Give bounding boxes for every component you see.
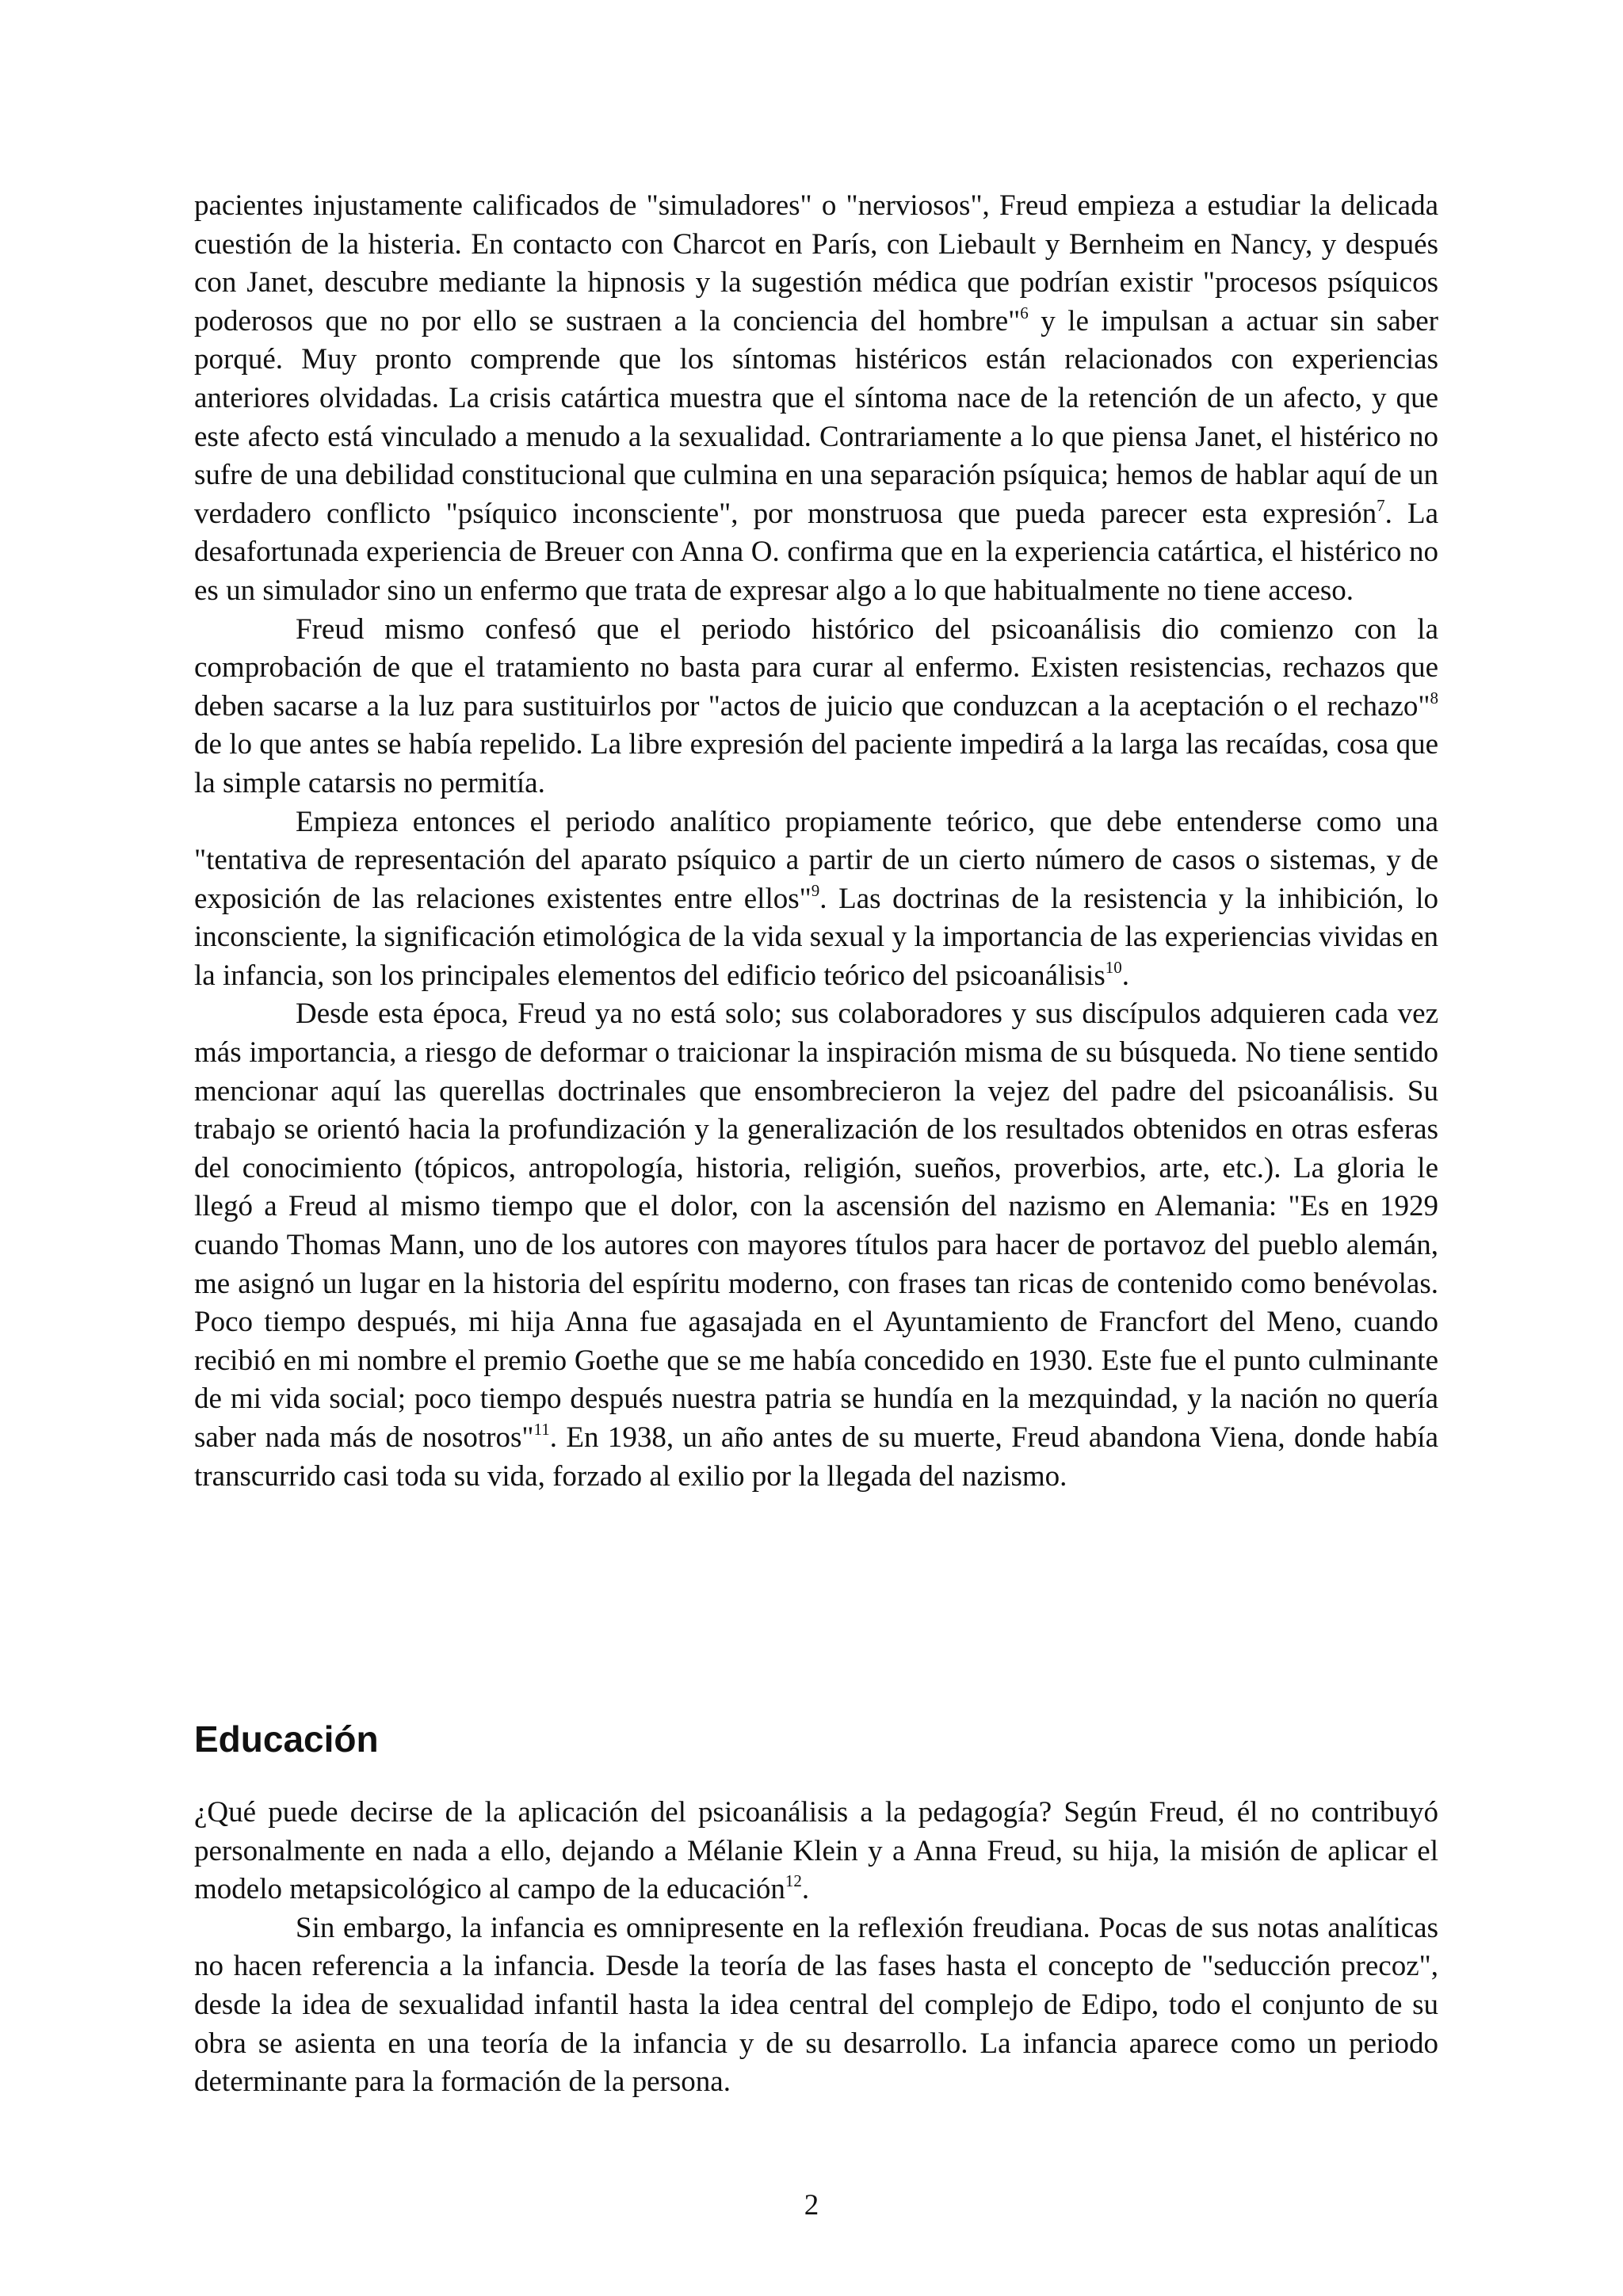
main-text [194, 187, 1438, 1496]
footnote-ref-10[interactable]: 10 [1105, 957, 1122, 977]
section-heading-educacion: Educación [194, 1718, 379, 1760]
footnote-ref-12[interactable]: 12 [785, 1871, 802, 1891]
footnote-ref-8[interactable]: 8 [1430, 688, 1438, 707]
page-number: 2 [804, 2189, 819, 2222]
footnote-ref-11[interactable]: 11 [533, 1420, 550, 1439]
footnote-ref-7[interactable]: 7 [1377, 495, 1385, 515]
paragraph-5: ¿Qué puede decirse de la aplicación del psicoanálisis a la pedagogía? Según Freud, él no contribuyó personalmente en nada a ello, dejando a Mélanie Klein y a Anna Freud, su hija, la misión de aplicar el modelo metapsicológico al campo de la educación$^{12}$. [194, 1796, 1438, 1906]
footnote-ref-6[interactable]: 6 [1020, 303, 1029, 322]
paragraph-3: Empieza entonces el periodo analítico propiamente teórico, que debe entenderse como una "tentativa de representación del aparato psíquico a partir de un cierto número de casos o sistemas, y de exposición de las relaciones existentes entre ellos"$^9$. Las doctrinas de la resistencia y la inhibición, lo inconsciente, la significación etimológica de la vida sexual y la importancia de las experiencias vividas en la infancia, son los principales elementos del edificio teórico del psicoanálisis$^{10}$. [194, 805, 1439, 992]
paragraph-2: Freud mismo confesó que el periodo histórico del psicoanálisis dio comienzo con la comprobación de que el tratamiento no basta para curar al enfermo. Existen resistencias, rechazos que deben sacarse a la luz para sustituirlos por "actos de juicio que conduzcan a la aceptación o el rechazo"$^8$ de lo que antes se había repelido. La libre expresión del paciente impedirá a la larga las recaídas, cosa que la simple catarsis no permitía. [194, 612, 1438, 799]
section-text [194, 1794, 1438, 2102]
paragraph-1: pacientes injustamente calificados de "simuladores" o "nerviosos", Freud empieza a estudiar la delicada cuestión de la histeria. En contacto con Charcot en París, con Liebault y Bernheim en Nancy, y después con Janet, descubre mediante la hipnosis y la sugestión médica que podrían existir "procesos psíquicos poderosos que no por ello se sustraen a la conciencia del hombre"$^6$ y le impulsan a actuar sin saber porqué. Muy pronto comprende que los síntomas histéricos están relacionados con experiencias anteriores olvidadas. La crisis catártica muestra que el síntoma nace de la retención de un afecto, y que este afecto está vinculado a menudo a la sexualidad. Contrariamente a lo que piensa Janet, el histérico no sufre de una debilidad constitucional que culmina en una separación psíquica; hemos de hablar aquí de un verdadero conflicto "psíquico inconsciente", por monstruosa que pueda parecer esta expresión$^7$. La desafortunada experiencia de Breuer con Anna O. confirma que en la experiencia catártica, el histérico no es un simulador sino un enfermo que trata de expresar algo a lo que habitualmente no tiene acceso. [194, 189, 1438, 607]
paragraph-6: Sin embargo, la infancia es omnipresente en la reflexión freudiana. Pocas de sus notas analíticas no hacen referencia a la infancia. Desde la teoría de las fases hasta el concepto de "seducción precoz", desde la idea de sexualidad infantil hasta la idea central del complejo de Edipo, todo el conjunto de su obra se asienta en una teoría de la infancia y de su desarrollo. La infancia aparece como un periodo determinante para la formación de la persona. [194, 1911, 1438, 2099]
footnote-ref-9[interactable]: 9 [811, 880, 820, 900]
paragraph-4: Desde esta época, Freud ya no está solo; sus colaboradores y sus discípulos adquieren cada vez más importancia, a riesgo de deformar o traicionar la inspiración misma de su búsqueda. No tiene sentido mencionar aquí las querellas doctrinales que ensombrecieron la vejez del padre del psicoanálisis. Su trabajo se orientó hacia la profundización y la generalización de los resultados obtenidos en otras esferas del conocimiento (tópicos, antropología, historia, religión, sueños, proverbios, arte, etc.). La gloria le llegó a Freud al mismo tiempo que el dolor, con la ascensión del nazismo en Alemania: "Es en 1929 cuando Thomas Mann, uno de los autores con mayores títulos para hacer de portavoz del pueblo alemán, me asignó un lugar en la historia del espíritu moderno, con frases tan ricas de contenido como benévolas. Poco tiempo después, mi hija Anna fue agasajada en el Ayuntamiento de Francfort del Meno, cuando recibió en mi nombre el premio Goethe que se me había concedido en 1930. Este fue el punto culminante de mi vida social; poco tiempo después nuestra patria se hundía en la mezquindad, y la nación no quería saber nada más de nosotros"$^{11}$. En 1938, un año antes de su muerte, Freud abandona Viena, donde había transcurrido casi toda su vida, forzado al exilio por la llegada del nazismo. [194, 997, 1438, 1493]
